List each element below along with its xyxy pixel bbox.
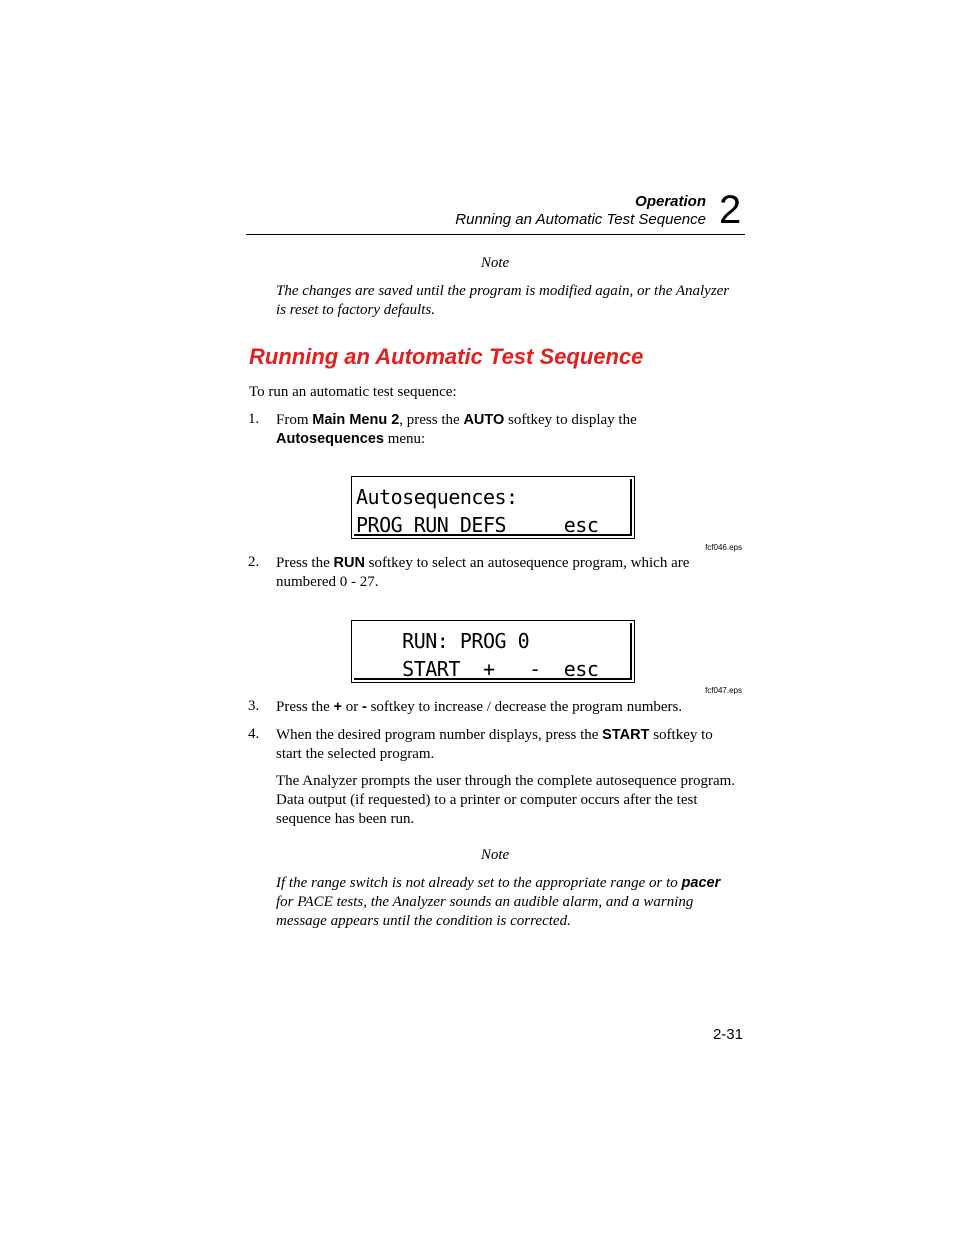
key-pacer: pacer: [681, 875, 721, 891]
key-auto: AUTO: [463, 412, 505, 428]
note-body: The changes are saved until the program is modified again, or the Analyzer is reset to factory defaults.: [276, 283, 730, 318]
key-minus: -: [361, 699, 367, 715]
chapter-number: 2: [719, 188, 742, 232]
note-heading: Note: [480, 847, 510, 863]
lcd-display-run-prog: [351, 620, 635, 683]
key-start: START: [602, 727, 650, 743]
header-rule: [246, 234, 745, 235]
figure-id: fcf047.eps: [705, 686, 742, 695]
step-number: 2.: [248, 554, 260, 570]
lcd-line-1: RUN: PROG 0: [356, 629, 530, 653]
step-text: From Main Menu 2, press the AUTO softkey to display the Autosequences menu:: [276, 412, 637, 447]
key-main-menu-2: Main Menu 2: [312, 412, 400, 428]
key-plus: +: [333, 699, 342, 715]
step-text: Press the + or - softkey to increase / decrease the program numbers.: [276, 699, 683, 715]
lcd-line-2: START + - esc: [356, 657, 599, 681]
lcd-line-1: Autosequences:: [356, 485, 518, 509]
page-number: 2-31: [712, 1026, 743, 1043]
note-body: If the range switch is not already set to the appropriate range or to pacer for PACE tests, the Analyzer sounds an audible alarm, and a warning message appears until the condition is corrected.: [276, 875, 721, 929]
intro-text: To run an automatic test sequence:: [249, 384, 457, 400]
figure-id: fcf046.eps: [705, 543, 742, 552]
note-heading: Note: [480, 255, 510, 271]
lcd-line-2: PROG RUN DEFS esc: [356, 513, 599, 537]
step-extra-text: The Analyzer prompts the user through the complete autosequence program. Data output (if requested) to a printer or computer occurs after the test sequence has been run.: [276, 773, 736, 827]
section-title: Running an Automatic Test Sequence: [249, 344, 644, 369]
lcd-display-autosequences: [351, 476, 635, 539]
key-run: RUN: [333, 555, 365, 571]
step-text: Press the RUN softkey to select an autosequence program, which are numbered 0 - 27.: [276, 555, 690, 590]
step-number: 4.: [248, 726, 260, 742]
step-number: 3.: [248, 698, 260, 714]
key-autosequences: Autosequences: [276, 431, 384, 447]
step-text: When the desired program number displays, press the START softkey to start the selected program.: [276, 727, 713, 762]
step-number: 1.: [248, 411, 260, 427]
header-title: Running an Automatic Test Sequence: [455, 211, 706, 228]
header-section: Operation: [635, 193, 706, 210]
